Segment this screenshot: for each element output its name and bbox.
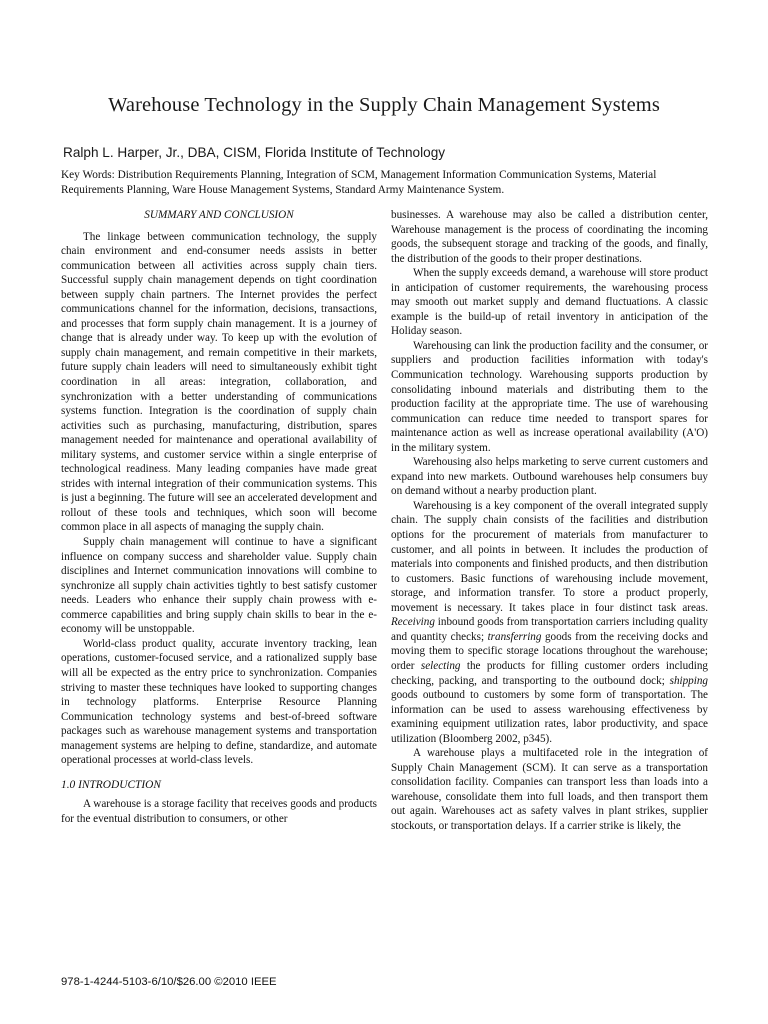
paragraph: The linkage between communication technology, the supply chain environment and end-consumer needs assists in better communication between all activities across supply chain tiers. Successful supply chain management depends on tight coordination between supply chain partners. The Internet provides the perfect communications channel for the information, decisions, transactions, and processes that form supply chain management. It is a journey of change that is already under way. To keep up with the evolution of supply chain management, and remain competitive in their markets, future supply chain leaders will need to simultaneously exhibit tight coordination in all areas: integration, collaboration, and synchronization with a better understanding of communications systems function. Integration is the coordination of supply chain activities such as purchasing, manufacturing, distribution, spares management needed for maintenance and operational availability of military systems, and customer service within a single enterprise of technological readiness. Many leading companies have made great strides with internal integration of their communication systems. This is just a beginning. The future will see an accelerated development and rollout of these tools and techniques, which soon will become common place in all aspects of managing the supply chain. — [61, 230, 377, 534]
text-run: goods outbound to customers by some form of transportation. The information can be used to assess warehousing effectiveness by examining equipment utilization rates, labor productivity, and space utilization (Bloomberg 2002, p345). — [391, 689, 708, 745]
emphasis-transferring: transferring — [487, 630, 542, 643]
text-run: goods from the receiving docks and moving them to specific storage locations throughout the warehouse; order — [391, 630, 708, 672]
emphasis-shipping: shipping — [669, 674, 708, 687]
emphasis-receiving: Receiving — [391, 616, 435, 629]
text-run: inbound goods from transportation carriers including quality and quantity checks; — [391, 616, 708, 643]
left-column — [61, 208, 377, 826]
paragraph — [391, 499, 708, 746]
emphasis-selecting: selecting — [420, 659, 461, 672]
copyright-footer: 978-1-4244-5103-6/10/$26.00 ©2010 IEEE — [61, 976, 277, 988]
author-line: Ralph L. Harper, Jr., DBA, CISM, Florida Institute of Technology — [63, 145, 446, 160]
section-heading-introduction: 1.0 INTRODUCTION — [61, 778, 161, 791]
text-run: the products for filling customer orders including checking, packing, and transporting to the outbound dock; — [391, 659, 708, 687]
paragraph: World-class product quality, accurate inventory tracking, lean operations, customer-focused service, and a rationalized supply base will all be expected as the entry price to synchronization. Companies striving to master these techniques have looked to supporting changes in technology platforms. Enterprise Resource Planning Communication technology systems and best-of-breed software packages such as warehouse management systems and transportation management systems are helping to define, standardize, and automate operational processes at world-class levels. — [61, 637, 377, 767]
paragraph: Supply chain management will continue to have a significant influence on company success and shareholder value. Supply chain disciplines and Internet communication innovations will combine to synchronize all supply chain activities tightly to best satisfy customer needs. Leaders who enhance their supply chain prowess with e-commerce capabilities and bring supply chain skills to bear in the e-economy will be unstoppable. — [61, 536, 377, 636]
paragraph: A warehouse is a storage facility that receives goods and products for the eventual distribution to consumers, or other — [61, 798, 377, 825]
paragraph: A warehouse plays a multifaceted role in the integration of Supply Chain Management (SCM). It can serve as a transportation consolidation facility. Companies can transport less than loads into a warehouse, consolidate them into full loads, and then transport them out again. Warehouses act as safety valves in plant strikes, supplier stockouts, or transportation delays. If a carrier strike is likely, the — [391, 747, 708, 832]
paragraph: When the supply exceeds demand, a warehouse will store product in anticipation of customer requirements, the warehousing process may smooth out market supply and demand fluctuations. A classic example is the build-up of retail inventory in anticipation of the Holiday season. — [391, 267, 708, 338]
right-column — [391, 208, 708, 834]
paragraph: businesses. A warehouse may also be called a distribution center, Warehouse management is the process of coordinating the incoming goods, the subsequent storage and tracking of the goods, and finally, the distribution of the goods to their proper destinations. — [391, 209, 708, 265]
text-run: Warehousing is a key component of the overall integrated supply chain. The supply chain consists of the facilities and distribution options for the procurement of materials from manufacturer to customer, and all points in between. It includes the production of materials into components and finished products, and then distribution to customers. Basic functions of warehousing include movement, storage, and information transfer. To store a product properly, movement is necessary. It takes place in four distinct task areas. — [391, 499, 708, 614]
paragraph: Warehousing can link the production facility and the consumer, or suppliers and production facilities information with today's Communication technology. Warehousing supports production by consolidating inbound materials and distributing them to the production facility at the appropriate time. The use of warehousing communication can reduce time needed to transport spares for maintenance action as well as increase operational availability (A'O) in the military system. — [391, 339, 708, 454]
keywords: Key Words: Distribution Requirements Planning, Integration of SCM, Management Information Communication Systems, Material Requirements Planning, Ware House Management Systems, Standard Army Maintenance System. — [61, 169, 657, 196]
paragraph: Warehousing also helps marketing to serve current customers and expand into new markets. Outbound warehouses help consumers buy on demand without a nearby production plant. — [391, 456, 708, 498]
paper-title: Warehouse Technology in the Supply Chain Management Systems — [108, 94, 660, 116]
section-heading-summary: SUMMARY AND CONCLUSION — [144, 209, 294, 221]
